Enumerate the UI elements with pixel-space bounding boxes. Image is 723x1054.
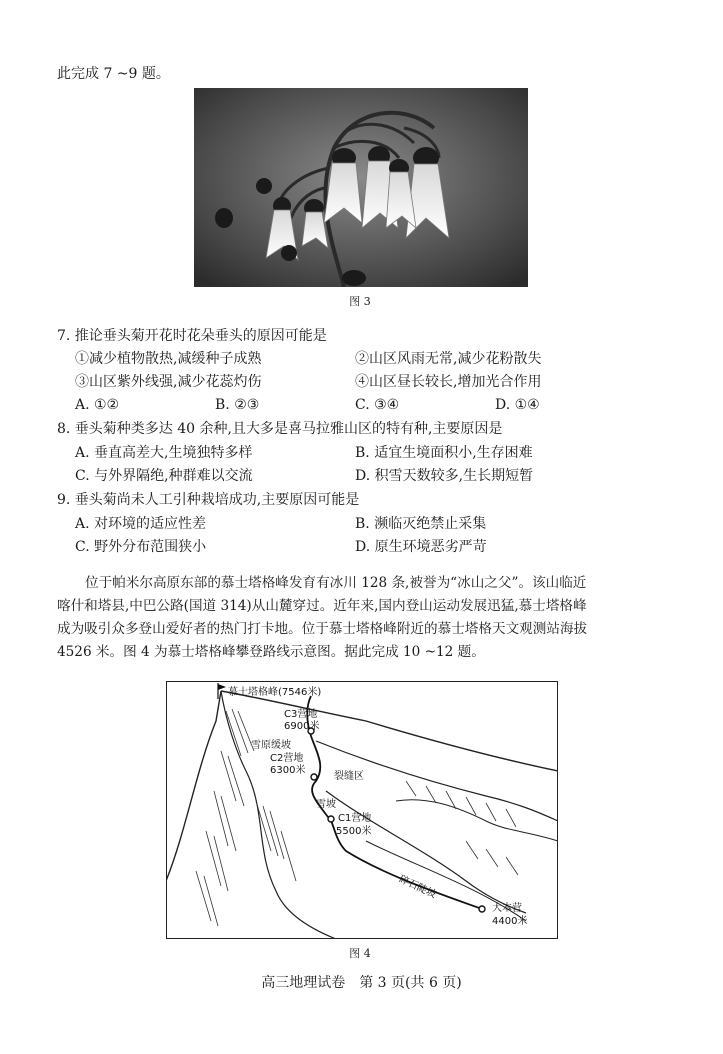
figure4-caption: 图 4 (349, 947, 371, 960)
q9-option-b: B. 濒临灭绝禁止采集 (355, 516, 487, 532)
q8-stem: 8. 垂头菊种类多达 40 余种,且大多是喜马拉雅山区的特有种,主要原因是 (57, 421, 503, 437)
q8-option-a: A. 垂直高差大,生境独特多样 (75, 445, 253, 461)
q9-stem: 9. 垂头菊尚未人工引种栽培成功,主要原因可能是 (57, 492, 360, 508)
q7-statement-4: ④山区昼长较长,增加光合作用 (355, 374, 542, 390)
map-label-c3-alt: 6900米 (284, 721, 320, 732)
q7-statement-1: ①减少植物散热,减缓种子成熟 (75, 351, 262, 367)
map-label-c2: C2营地 (270, 753, 304, 764)
map-label-scree: 碎石陡坡 (396, 873, 438, 901)
drooping-flower-illustration (194, 88, 528, 287)
q7-option-a: A. ①② (75, 397, 120, 413)
q7-option-b: B. ②③ (215, 397, 260, 413)
map-label-c2-alt: 6300米 (270, 765, 306, 776)
q9-option-a: A. 对环境的适应性差 (75, 516, 207, 532)
q8-option-b: B. 适宜生境面积小,生存困难 (355, 445, 533, 461)
map-label-c1-alt: 5500米 (336, 826, 372, 837)
passage-line-3: 成为吸引众多登山爱好者的热门打卡地。位于慕士塔格峰附近的慕士塔格天文观测站海拔 (57, 621, 588, 637)
figure3-photo (194, 88, 528, 287)
passage-line-1: 位于帕米尔高原东部的慕士塔格峰发育有冰川 128 条,被誉为“冰山之父”。该山临近 (85, 575, 587, 591)
map-label-plateau-slope: 雪原缓坡 (251, 740, 291, 751)
q7-option-d: D. ①④ (495, 397, 540, 413)
q7-stem: 7. 推论垂头菊开花时花朵垂头的原因可能是 (57, 328, 327, 344)
page-footer: 高三地理试卷 第 3 页(共 6 页) (261, 975, 462, 991)
map-label-c1: C1营地 (338, 813, 372, 824)
q7-option-c: C. ③④ (355, 397, 400, 413)
intro-line: 此完成 7 ~9 题。 (57, 66, 170, 82)
figure4-route-map (166, 681, 558, 939)
map-label-peak: 慕士塔格峰(7546米) (228, 687, 322, 698)
q7-statement-2: ②山区风雨无常,减少花粉散失 (355, 351, 542, 367)
map-label-snow-slope: 雪坡 (316, 799, 336, 810)
map-label-base: 大本营 (492, 903, 522, 914)
map-label-c3: C3营地 (284, 709, 318, 720)
q7-statement-3: ③山区紫外线强,减少花蕊灼伤 (75, 374, 262, 390)
q9-option-d: D. 原生环境恶劣严苛 (355, 539, 487, 555)
q8-option-c: C. 与外界隔绝,种群难以交流 (75, 468, 253, 484)
q8-option-d: D. 积雪天数较多,生长期短暂 (355, 468, 534, 484)
passage-line-2: 喀什和塔县,中巴公路(国道 314)从山麓穿过。近年来,国内登山运动发展迅猛,慕士塔格峰 (57, 598, 587, 614)
figure3-caption: 图 3 (349, 295, 371, 308)
map-label-crevasse: 裂缝区 (334, 771, 364, 782)
passage-line-4: 4526 米。图 4 为慕士塔格峰攀登路线示意图。据此完成 10 ~12 题。 (57, 644, 485, 660)
q9-option-c: C. 野外分布范围狭小 (75, 539, 207, 555)
map-label-base-alt: 4400米 (492, 916, 528, 927)
